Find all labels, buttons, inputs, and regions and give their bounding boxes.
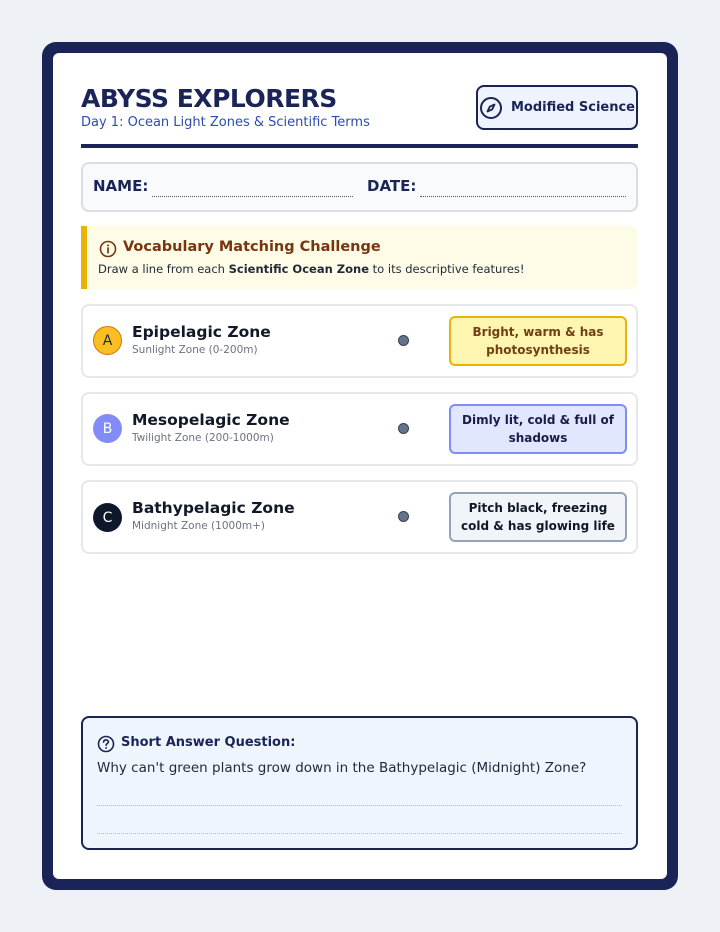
instructions-title: Vocabulary Matching Challenge — [123, 239, 381, 255]
badge-label: Modified Science — [510, 100, 636, 115]
short-answer-question: Why can't green plants grow down in the Bathypelagic (Midnight) Zone? — [97, 760, 587, 776]
description-card-b[interactable]: Dimly lit, cold & full of shadows — [449, 404, 627, 454]
match-dot-a[interactable] — [398, 335, 409, 346]
zone-name-b: Mesopelagic Zone — [132, 411, 290, 429]
answer-line-1[interactable] — [97, 805, 622, 806]
date-field[interactable] — [420, 196, 626, 197]
worksheet-subtitle: Day 1: Ocean Light Zones & Scientific Terms — [81, 115, 370, 130]
name-field[interactable] — [152, 196, 353, 197]
zone-letter-c: C — [93, 503, 122, 532]
match-dot-c[interactable] — [398, 511, 409, 522]
description-card-a[interactable]: Bright, warm & has photosynthesis — [449, 316, 627, 366]
answer-line-2[interactable] — [97, 833, 622, 834]
short-answer-title: Short Answer Question: — [121, 735, 296, 750]
zone-letter-b: B — [93, 414, 122, 443]
header-divider — [81, 144, 638, 148]
zone-sub-a: Sunlight Zone (0-200m) — [132, 344, 258, 356]
instructions-callout — [81, 226, 638, 289]
zone-name-a: Epipelagic Zone — [132, 323, 271, 341]
match-dot-b[interactable] — [398, 423, 409, 434]
modified-science-badge — [476, 85, 638, 130]
description-card-c[interactable]: Pitch black, freezing cold & has glowing life — [449, 492, 627, 542]
student-info-box — [81, 162, 638, 212]
compass-icon — [479, 96, 503, 120]
zone-sub-c: Midnight Zone (1000m+) — [132, 520, 265, 532]
zone-name-c: Bathypelagic Zone — [132, 499, 295, 517]
question-circle-icon — [97, 735, 115, 753]
instructions-text: Draw a line from each Scientific Ocean Zone to its descriptive features! — [98, 262, 525, 276]
date-label: DATE: — [367, 177, 417, 195]
info-icon — [99, 240, 117, 258]
worksheet-title: ABYSS EXPLORERS — [81, 84, 337, 113]
zone-letter-a: A — [93, 326, 122, 355]
name-label: NAME: — [93, 177, 149, 195]
zone-sub-b: Twilight Zone (200-1000m) — [132, 432, 274, 444]
